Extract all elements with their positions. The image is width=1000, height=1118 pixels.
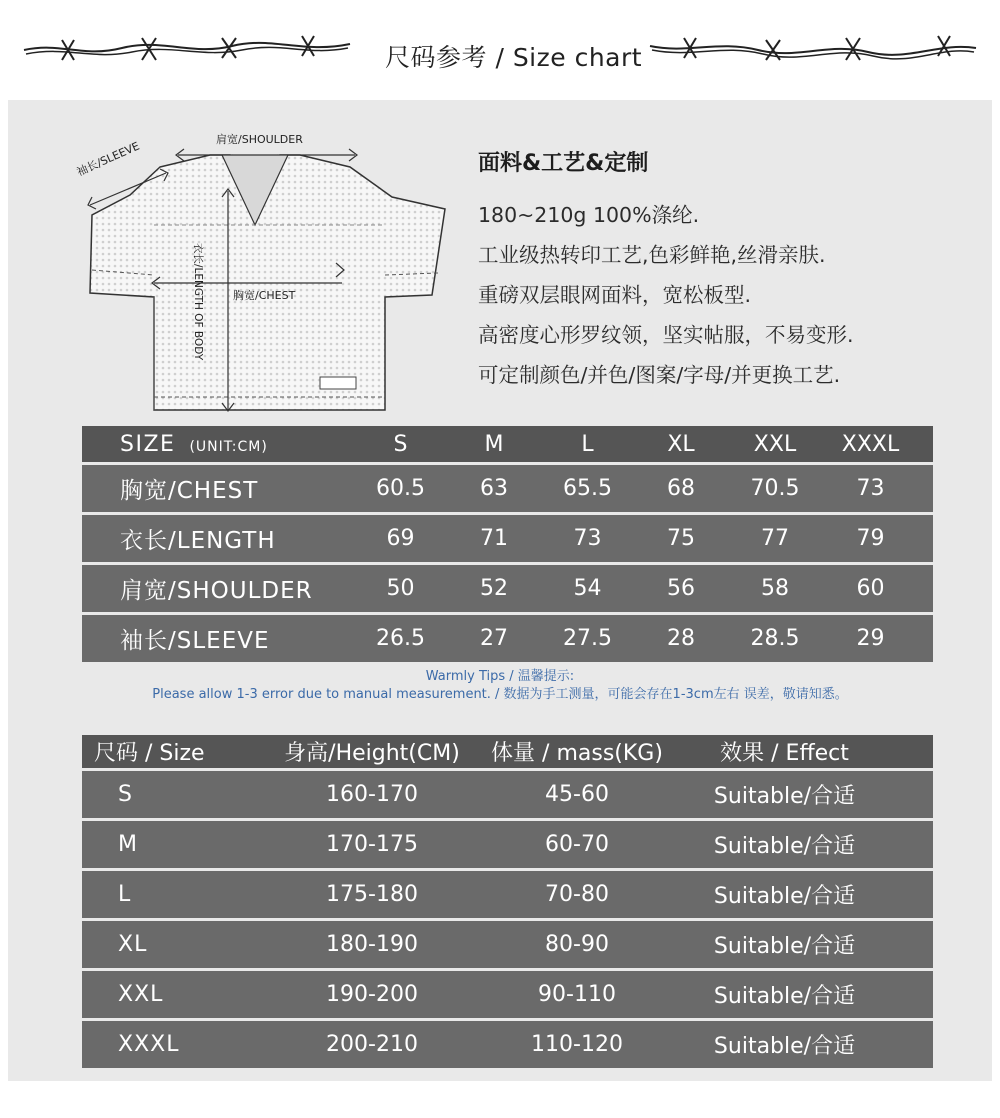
table-cell: 56 bbox=[667, 576, 695, 601]
table-row bbox=[82, 818, 933, 868]
description-line: 180~210g 100%涤纶. bbox=[478, 203, 700, 227]
table-cell: 71 bbox=[480, 526, 508, 551]
description-line: 工业级热转印工艺,色彩鲜艳,丝滑亲肤. bbox=[478, 243, 826, 267]
size-column-header: S bbox=[393, 431, 408, 457]
table-cell: 27 bbox=[480, 626, 508, 651]
table-cell: 180-190 bbox=[326, 932, 418, 957]
table-cell: 70-80 bbox=[545, 882, 609, 907]
barbed-wire-left-decoration bbox=[22, 34, 352, 66]
table-cell: Suitable/合适 bbox=[713, 784, 856, 809]
table-row bbox=[82, 612, 933, 662]
size-column-header: XL bbox=[667, 431, 695, 457]
table-cell: Suitable/合适 bbox=[713, 834, 856, 859]
table-cell: 28 bbox=[667, 626, 695, 651]
column-header: 效果 / Effect bbox=[720, 741, 849, 766]
jersey-illustration bbox=[70, 125, 450, 425]
table-cell: 73 bbox=[856, 476, 885, 501]
description-line: 重磅双层眼网面料，宽松板型. bbox=[478, 283, 752, 307]
size-header-label: SIZE bbox=[120, 431, 176, 457]
table-cell: 75 bbox=[667, 526, 695, 551]
table-cell: Suitable/合适 bbox=[713, 1034, 856, 1059]
column-header: 尺码 / Size bbox=[94, 741, 205, 766]
table-cell: XL bbox=[118, 932, 148, 957]
table-cell: 110-120 bbox=[531, 1032, 623, 1057]
chest-label: 胸宽/CHEST bbox=[233, 289, 296, 302]
table-cell: 79 bbox=[856, 526, 885, 551]
description-line: 高密度心形罗纹领，坚实帖服，不易变形. bbox=[478, 323, 854, 347]
row-label: 胸宽/CHEST bbox=[120, 478, 259, 504]
table-cell: 77 bbox=[761, 526, 789, 551]
length-label: 衣长/LENGTH OF BODY bbox=[192, 243, 204, 361]
table-cell: 54 bbox=[573, 576, 602, 601]
fabric-description bbox=[478, 146, 958, 395]
table-cell: Suitable/合适 bbox=[713, 984, 856, 1009]
size-column-header: M bbox=[484, 431, 504, 457]
row-label: 肩宽/SHOULDER bbox=[120, 578, 313, 604]
table-cell: 45-60 bbox=[545, 782, 609, 807]
table-cell: XXL bbox=[118, 982, 164, 1007]
size-column-header: XXXL bbox=[841, 431, 900, 457]
table-cell: 63 bbox=[480, 476, 508, 501]
fit-recommendation-table bbox=[82, 735, 933, 1068]
table-cell: M bbox=[118, 832, 138, 857]
table-cell: L bbox=[118, 882, 132, 907]
barbed-wire-right-decoration bbox=[648, 34, 978, 66]
table-cell: S bbox=[118, 782, 133, 807]
table-cell: 90-110 bbox=[538, 982, 616, 1007]
measurement-tips bbox=[0, 668, 1000, 704]
table-cell: 70.5 bbox=[750, 476, 800, 501]
page-title: 尺码参考 / Size chart bbox=[385, 43, 643, 72]
table-cell: 52 bbox=[480, 576, 508, 601]
table-cell: 60-70 bbox=[545, 832, 609, 857]
table-row bbox=[82, 512, 933, 562]
table-cell: 50 bbox=[386, 576, 415, 601]
table-cell: 60.5 bbox=[376, 476, 425, 501]
sleeve-label: 袖长/SLEEVE bbox=[74, 139, 142, 179]
table-cell: 58 bbox=[761, 576, 789, 601]
size-header-cell bbox=[82, 432, 354, 457]
jersey-measurement-diagram bbox=[70, 125, 450, 425]
description-title: 面料&工艺&定制 bbox=[478, 151, 649, 176]
table-row bbox=[82, 968, 933, 1018]
table-cell: XXXL bbox=[118, 1032, 180, 1057]
tips-text: Please allow 1-3 error due to manual measurement. / 数据为手工测量，可能会存在1-3cm左右 误差，敬请知悉。 bbox=[152, 687, 848, 702]
size-measurement-table bbox=[82, 426, 933, 662]
table-cell: 175-180 bbox=[326, 882, 418, 907]
table-cell: 200-210 bbox=[326, 1032, 418, 1057]
table-cell: 65.5 bbox=[563, 476, 612, 501]
column-header: 身高/Height(CM) bbox=[284, 741, 460, 766]
table-cell: Suitable/合适 bbox=[713, 934, 856, 959]
row-label: 袖长/SLEEVE bbox=[120, 628, 270, 654]
table-row bbox=[82, 562, 933, 612]
column-header: 体量 / mass(KG) bbox=[491, 741, 663, 766]
unit-label: (UNIT:CM) bbox=[189, 438, 268, 455]
table-cell: 160-170 bbox=[326, 782, 418, 807]
tips-title: Warmly Tips / 温馨提示: bbox=[425, 669, 575, 684]
table-cell: 170-175 bbox=[326, 832, 418, 857]
size-column-header: XXL bbox=[753, 431, 797, 457]
table-header-row bbox=[82, 735, 933, 768]
table-row bbox=[82, 1018, 933, 1068]
page-header bbox=[0, 0, 1000, 100]
table-cell: 27.5 bbox=[563, 626, 612, 651]
table-row bbox=[82, 768, 933, 818]
table-row bbox=[82, 868, 933, 918]
table-row bbox=[82, 462, 933, 512]
row-label: 衣长/LENGTH bbox=[120, 528, 276, 554]
table-cell: 29 bbox=[856, 626, 885, 651]
table-header-row bbox=[82, 426, 933, 462]
table-cell: 80-90 bbox=[545, 932, 609, 957]
table-cell: 190-200 bbox=[326, 982, 418, 1007]
table-cell: Suitable/合适 bbox=[713, 884, 856, 909]
table-cell: 68 bbox=[667, 476, 695, 501]
size-column-header: L bbox=[581, 431, 594, 457]
table-cell: 73 bbox=[573, 526, 602, 551]
table-cell: 28.5 bbox=[750, 626, 800, 651]
table-cell: 60 bbox=[856, 576, 885, 601]
table-cell: 26.5 bbox=[376, 626, 425, 651]
table-row bbox=[82, 918, 933, 968]
description-line: 可定制颜色/并色/图案/字母/并更换工艺. bbox=[478, 363, 841, 387]
shoulder-label: 肩宽/SHOULDER bbox=[216, 133, 303, 146]
table-cell: 69 bbox=[386, 526, 415, 551]
